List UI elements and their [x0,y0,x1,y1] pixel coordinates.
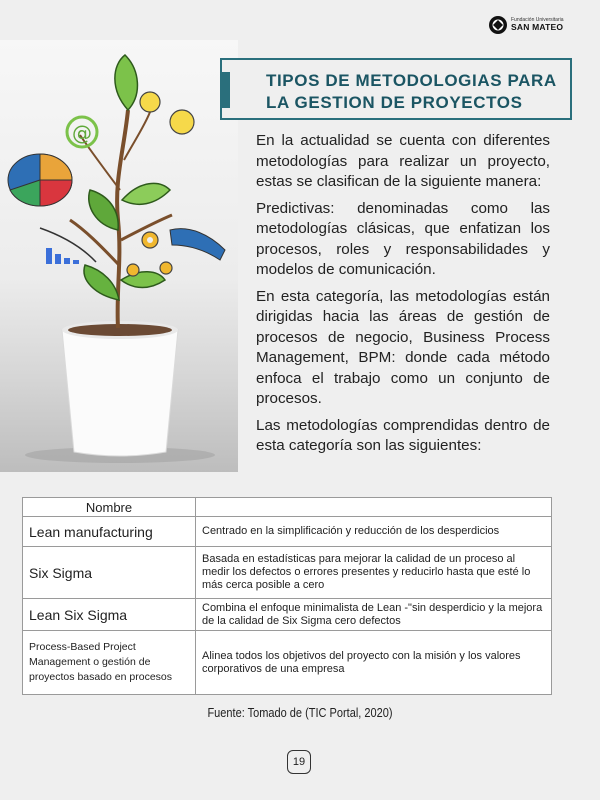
table-header-description [196,498,552,517]
title-line2: LA GESTION DE PROYECTOS [266,93,523,112]
table-cell-name: Lean manufacturing [23,517,196,547]
table-cell-description: Centrado en la simplificación y reducción de los desperdicios [196,517,552,547]
table-row [23,599,552,631]
logo-line2: SAN MATEO [511,22,564,33]
paragraph-3: En esta categoría, las metodologías están dirigidas hacia las áreas de gestión de procesos de negocio, Business Process Management, BPM: donde cada método enfoca el trabajo como un conjunto de procesos. [256,287,550,407]
table-header-name: Nombre [23,498,196,517]
logo [488,14,568,36]
source-caption: Fuente: Tomado de (TIC Portal, 2020) [207,706,393,720]
table-cell-name: Process-Based Project Management o gestión de proyectos basado en procesos [23,631,196,695]
paragraph-1: En la actualidad se cuenta con diferentes metodologías para realizar un proyecto, estas se clasifican de la siguiente manera: [256,132,550,190]
title-box [220,58,572,120]
logo-mark-icon [488,15,508,35]
table-cell-name: Six Sigma [23,547,196,599]
table-cell-description: Combina el enfoque minimalista de Lean -"sin desperdicio y la mejora de la calidad de Six Sigma cero defectos [196,599,552,631]
table-cell-name: Lean Six Sigma [23,599,196,631]
table-row [23,517,552,547]
table-cell-description: Basada en estadísticas para mejorar la calidad de un proceso al medir los defectos o errores presentes y reducirlo hasta que esté lo más cerca posible a cero [196,547,552,599]
title-line1: TIPOS DE METODOLOGIAS PARA [266,71,557,90]
svg-text:@: @ [72,121,92,145]
methodologies-table [22,497,552,695]
plant-illustration [0,40,238,472]
body-text [256,131,550,463]
table-cell-description: Alinea todos los objetivos del proyecto con la misión y los valores corporativos de una empresa [196,631,552,695]
page-number: 19 [287,750,311,774]
title-accent-bar [220,72,230,108]
paragraph-4: Las metodologías comprendidas dentro de esta categoría son las siguientes: [256,416,550,454]
table-row [23,631,552,695]
table-row [23,547,552,599]
page-title [266,70,566,114]
plant-pot-illustration [0,40,238,472]
paragraph-2: Predictivas: denominadas como las metodologías clásicas, que enfatizan los procesos, roles y responsabilidades y modelos de comunicación. [256,199,550,278]
logo-line1: Fundación Universitaria [511,17,564,24]
table-header-row [23,498,552,517]
